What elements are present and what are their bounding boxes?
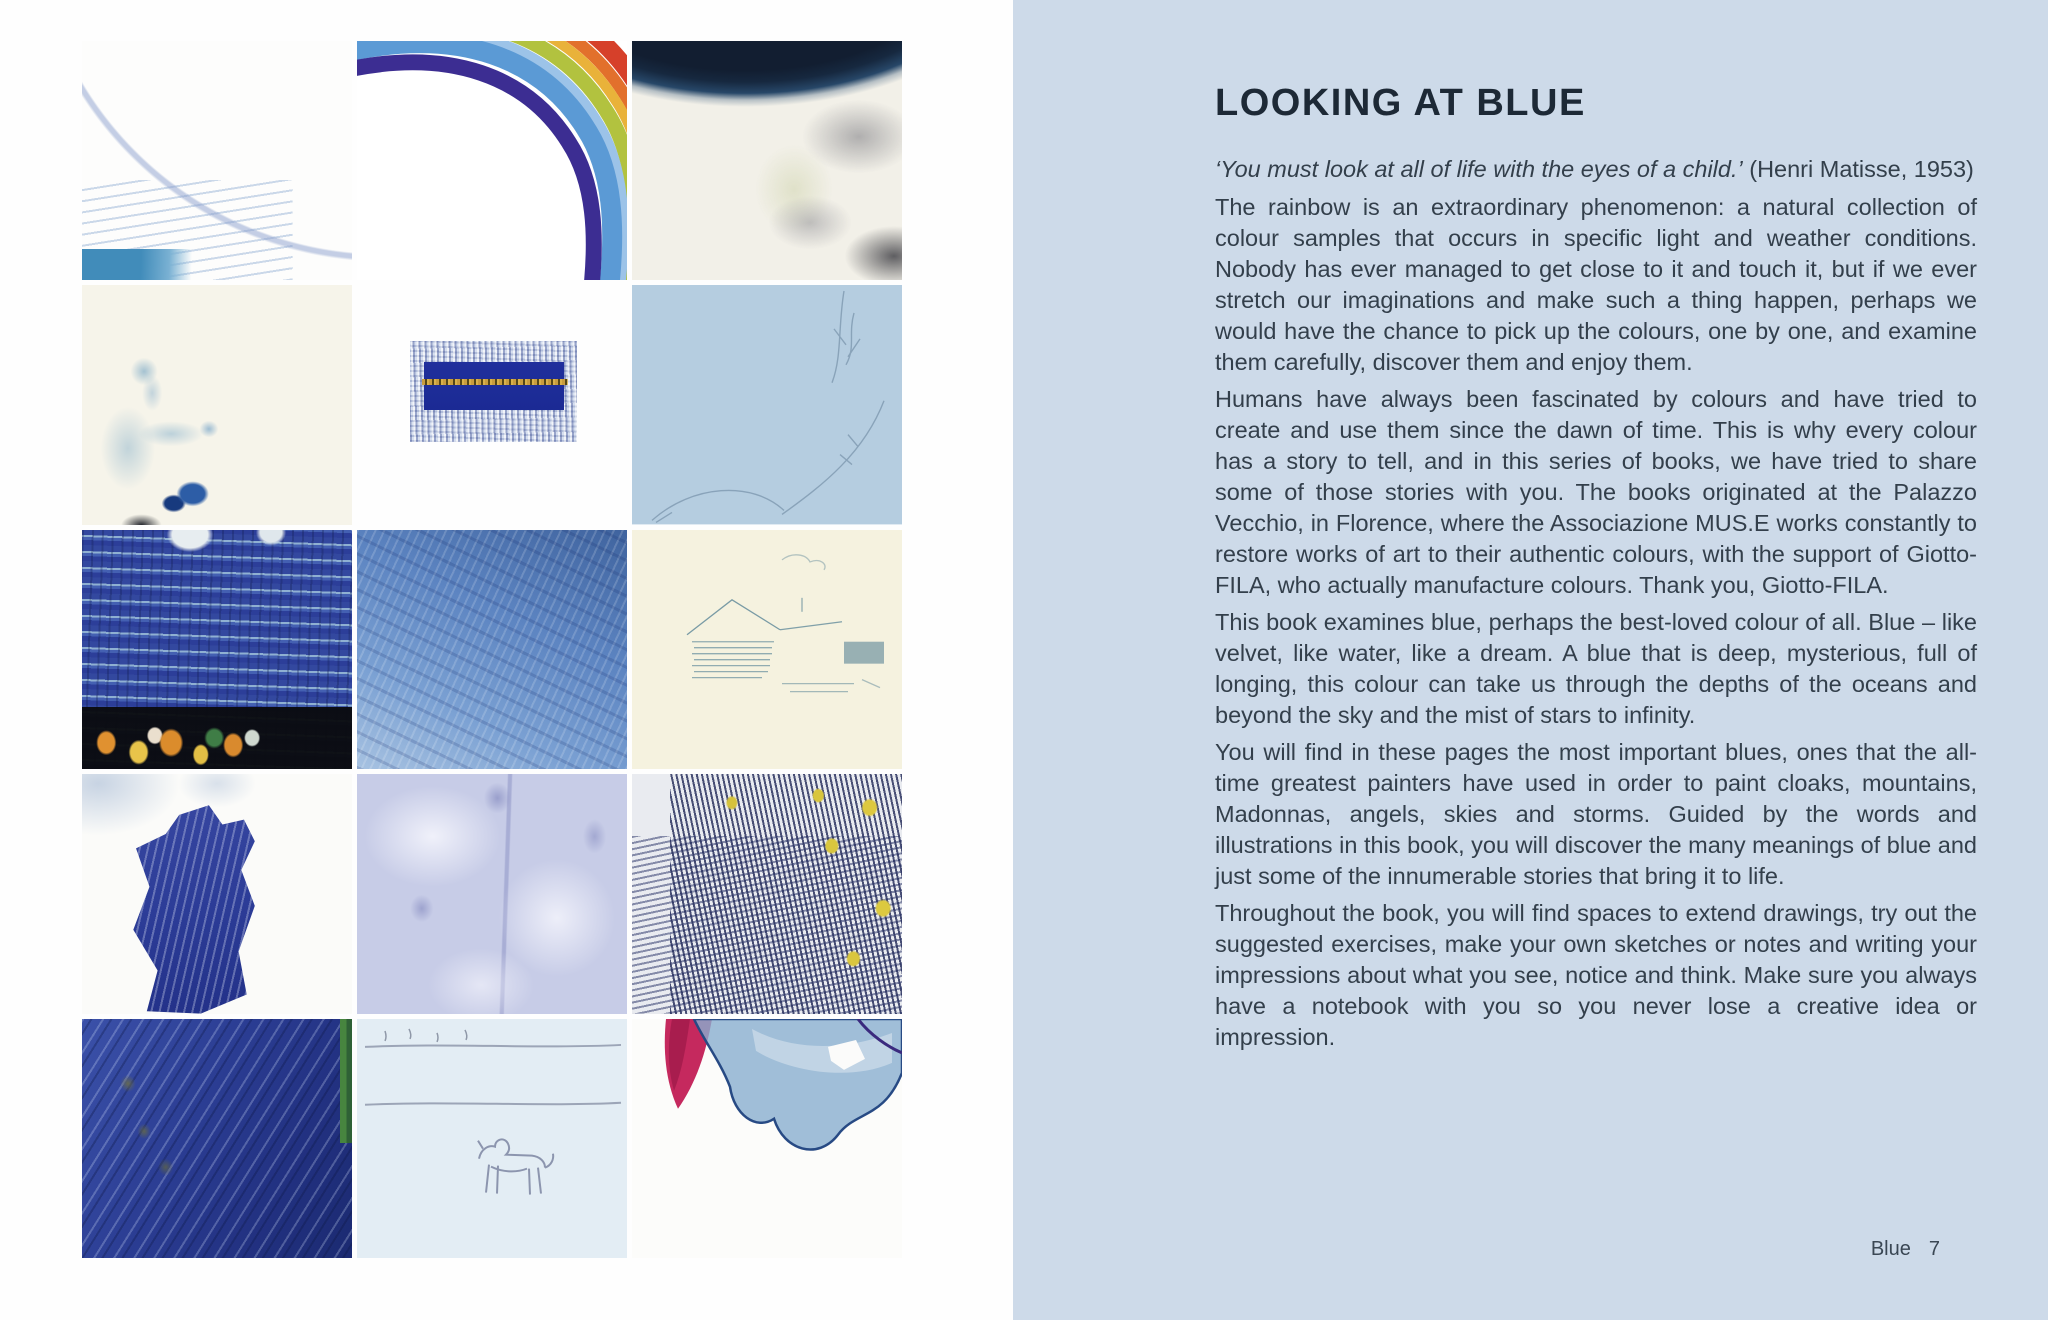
horse-sketch-image [357,1019,627,1258]
artwork-ink-marbling [632,1019,902,1258]
artwork-night-hatching [632,774,902,1013]
body-paragraph: Throughout the book, you will find spaces to extend drawings, try out the suggested exercises, make your own sketches or notes and writing your impressions about what you see, notice and think. Make sure you always have a notebook with you so you never lose a creative idea or impression. [1215,900,1977,1050]
epigraph-quote: ‘You must look at all of life with the eyes of a child.’ [1215,156,1743,182]
body-paragraph: Humans have always been fascinated by colours and have tried to create and use them since the dawn of time. This is why every colour has a story to tell, and in this series of books, we have tried to share some of those stories with you. The books originated at the Palazzo Vecchio, in Florence, where the Associazione MUS.E works constantly to restore works of art to their authentic colours, with the support of Giotto-FILA, who actually manufacture colours. Thank you, Giotto-FILA. [1215,386,1977,598]
epigraph-line [1215,154,1977,184]
house-sketch-image [632,530,902,769]
footer-page-number: 7 [1928,1238,1940,1260]
left-page [0,0,1013,1320]
artwork-frost-wash [357,774,627,1013]
artwork-rainbow-drawing [357,41,627,280]
artwork-grid [82,41,902,1258]
rainbow-artwork-image [357,41,627,280]
footer-book-label: Blue [1870,1238,1911,1260]
text-column [1215,0,1977,1053]
page-footer [1871,1238,1940,1260]
right-page [1013,0,2048,1320]
artwork-storm-ink-wash [632,41,902,280]
epigraph-attribution: (Henri Matisse, 1953) [1742,156,1974,182]
artwork-ultramarine-mass [82,774,352,1013]
body-paragraph: The rainbow is an extraordinary phenomenon: a natural collection of colour samples that occurs in specific light and weather conditions. Nobody has ever managed to get close to it and touch it, but if we ever stretch our imaginations and make such a thing happen, perhaps we would have the chance to pick up the colours, one by one, and examine them carefully, discover them and enjoy them. [1215,194,1977,375]
artwork-figure-watercolour [82,285,352,524]
artwork-sea-waves-sketch [82,41,352,280]
ink-marbling-image [632,1019,902,1258]
body-paragraph: This book examines blue, perhaps the best-loved colour of all. Blue – like velvet, like water, like a dream. A blue that is deep, mysterious, full of longing, this colour can take us through the depths of the oceans and beyond the sky and the mist of stars to infinity. [1215,609,1977,728]
plant-sketch-image [632,285,902,524]
artwork-zipper-collage [357,285,627,524]
artwork-plant-outline [632,285,902,524]
artwork-horse-sketch [357,1019,627,1258]
artwork-night-garden-scribble [82,530,352,769]
page-title: LOOKING AT BLUE [1215,82,1586,124]
body-text [1215,192,1977,1053]
artwork-blue-brush-texture [357,530,627,769]
artwork-deep-blue-strokes [82,1019,352,1258]
artwork-house-sketch [632,530,902,769]
body-paragraph: You will find in these pages the most important blues, ones that the all-time greatest painters have used in order to paint cloaks, mountains, Madonnas, angels, skies and storms. Guided by the words and illustrations in this book, you will discover the many meanings of blue and just some of the innumerable stories that bring it to life. [1215,739,1977,889]
